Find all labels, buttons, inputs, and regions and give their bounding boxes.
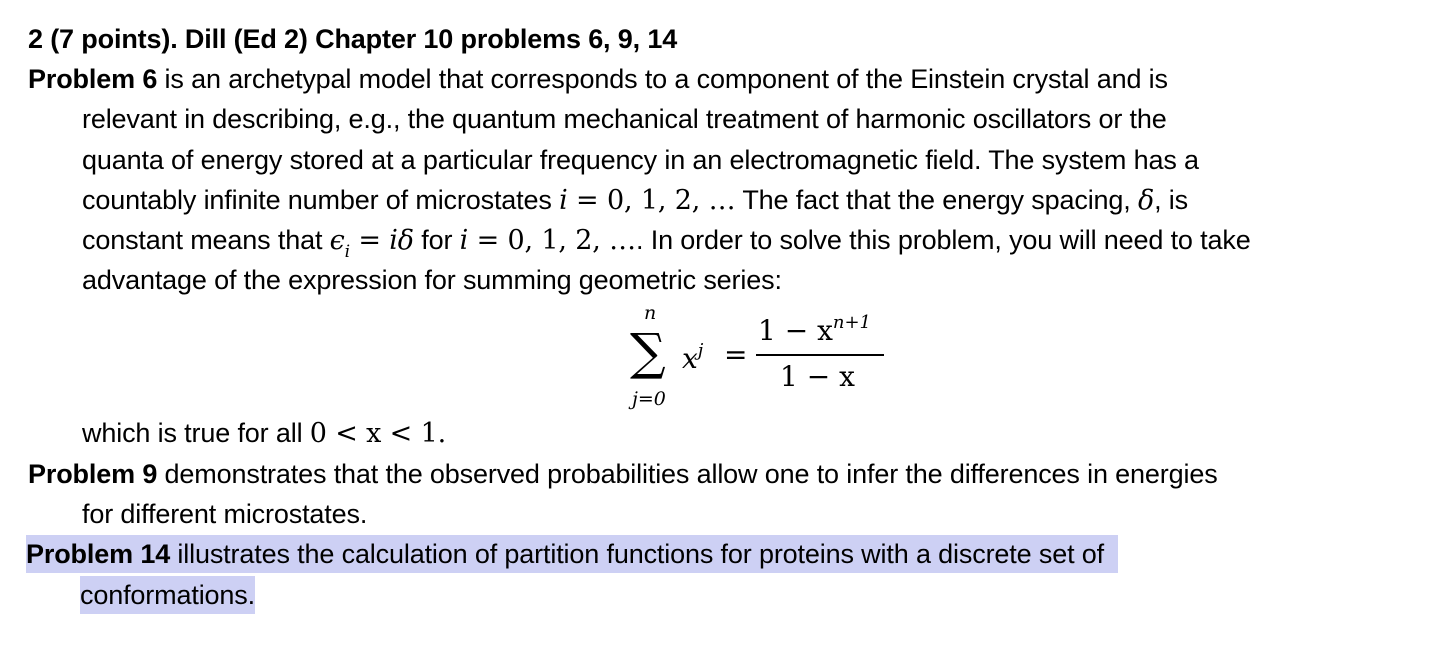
problem-6-line-2: relevant in describing, e.g., the quantum mechanical treatment of harmonic oscillators or the	[82, 104, 1167, 134]
numerator-text: 1 − x	[758, 314, 833, 347]
problem-6-label: Problem 6	[28, 64, 158, 94]
math-i-delta: iδ	[389, 225, 414, 256]
page-heading: 2 (7 points). Dill (Ed 2) Chapter 10 problems 6, 9, 14	[28, 24, 678, 54]
sum-term-base: x	[682, 342, 698, 375]
geometric-series-formula	[620, 300, 900, 420]
sum-upper-limit: n	[644, 302, 657, 324]
problem-6-line-1	[28, 60, 1168, 98]
math-epsilon-subscript: i	[344, 242, 350, 262]
problem-6-text-1: is an archetypal model that corresponds to a component of the Einstein crystal and is	[157, 64, 1168, 94]
formula-equals: =	[724, 338, 748, 371]
problem-14-line-2: conformations.	[80, 576, 255, 614]
fraction-denominator: 1 − x	[780, 360, 855, 393]
sum-term-exponent: j	[697, 340, 704, 361]
problem-14-line-1	[26, 535, 1118, 573]
problem-6-text-4b: The fact that the energy spacing,	[735, 185, 1138, 215]
problem-6-line-3: quanta of energy stored at a particular frequency in an electromagnetic field. The system has a	[82, 145, 1199, 175]
problem-6-line-4	[82, 181, 1188, 220]
problem-9-label: Problem 9	[28, 459, 158, 489]
problem-14-label: Problem 14	[26, 539, 171, 569]
math-equals: =	[349, 225, 390, 256]
problem-6-line-6: advantage of the expression for summing geometric series:	[82, 265, 782, 295]
problem-6-text-5c: . In order to solve this problem, you will need to take	[636, 225, 1251, 255]
math-equals: =	[567, 185, 607, 216]
problem-6-text-4a: countably infinite number of microstates	[82, 185, 560, 215]
sum-term	[682, 340, 703, 375]
math-epsilon: ϵ	[329, 225, 345, 256]
sum-lower-limit: j=0	[632, 388, 666, 410]
problem-6-text-4c: , is	[1154, 185, 1188, 215]
sum-sigma-symbol: ∑	[630, 323, 666, 381]
problem-9-text-1: demonstrates that the observed probabilities allow one to infer the differences in energies	[157, 459, 1218, 489]
problem-14-text-1: illustrates the calculation of partition functions for proteins with a discrete set of	[170, 539, 1104, 569]
math-i: i	[559, 185, 568, 216]
math-delta: δ	[1137, 185, 1155, 216]
problem-6-text-7a: which is true for all	[82, 418, 310, 448]
math-values: 0, 1, 2, …	[507, 225, 637, 256]
problem-6-text-5b: for	[413, 225, 460, 255]
problem-9-line-2: for different microstates.	[82, 499, 368, 529]
problem-9-line-1	[28, 455, 1218, 493]
math-values: 0, 1, 2, …	[606, 185, 736, 216]
problem-6-line-7	[82, 414, 446, 453]
math-i: i	[459, 225, 469, 256]
math-condition: 0 < x < 1.	[309, 418, 447, 449]
numerator-exponent: n+1	[832, 312, 872, 333]
fraction-numerator	[758, 312, 871, 347]
math-equals: =	[468, 225, 508, 256]
problem-6-text-5a: constant means that	[82, 225, 330, 255]
fraction-bar	[756, 354, 884, 356]
